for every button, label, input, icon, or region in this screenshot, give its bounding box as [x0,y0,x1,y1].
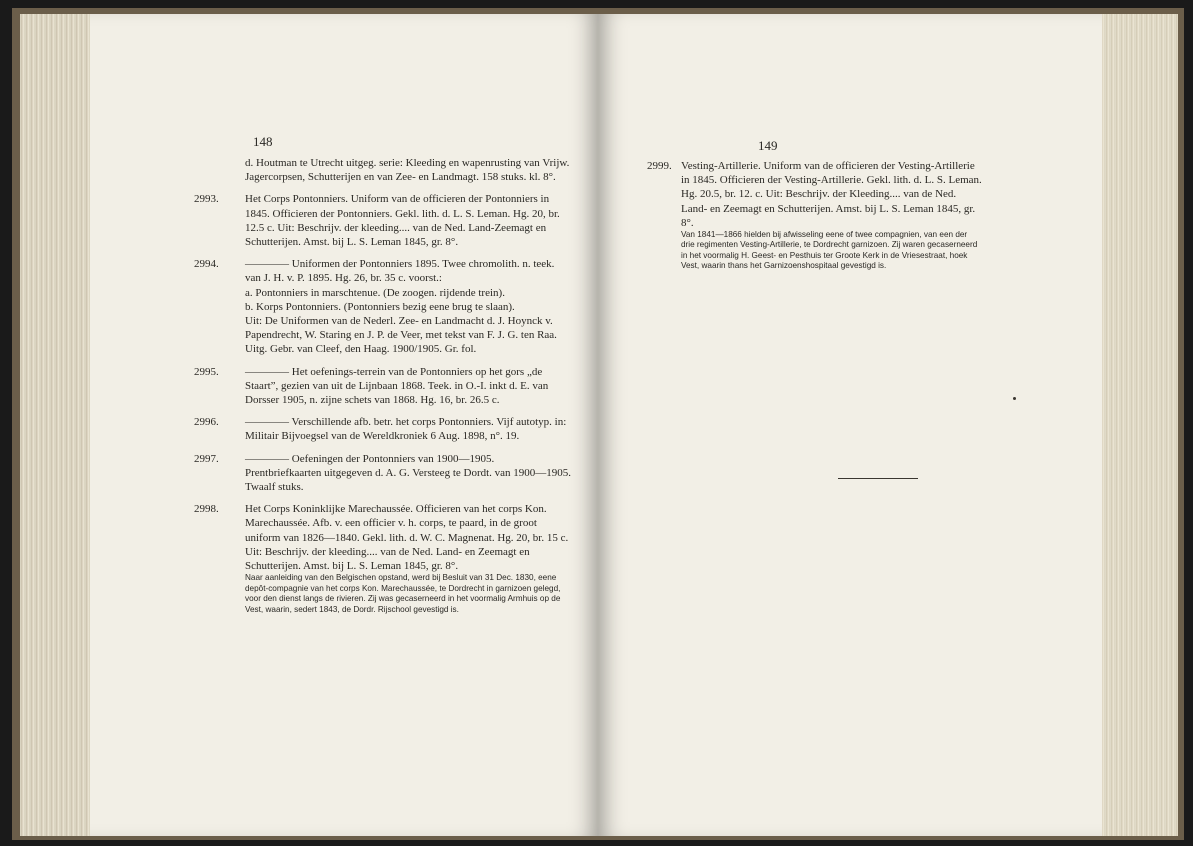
entry-number: 2995. [194,365,219,378]
entry-note: Naar aanleiding van den Belgischen opstand, werd bij Besluit van 31 Dec. 1830, eene depôt-compagnie van het corps Kon. Marechaussée, te Dordrecht in garnizoen gelegd, voor den dienst langs de rivieren. Zij was gecaserneerd in het voormalig Armhuis op de Vest, waarin, sedert 1843, de Dordr. Rijschool gevestigd is. [245,573,561,614]
catalog-entry [194,365,573,408]
entry-text: Vesting-Artillerie. Uniform van de officieren der Vesting-Artillerie in 1845. Officieren der Vesting-Artillerie. Gekl. lith. d. L. S. Leman. Hg. 20.5, br. 12. c. Uit: Beschrijv. der Kleeding.... van de Ned. Land- en Zeemagt en Schutterijen. Amst. bij L. S. Leman 1845, gr. 8°. [681,160,982,229]
entry-text: ———— Oefeningen der Pontonniers van 1900—1905. Prentbriefkaarten uitgegeven d. A. G. Versteeg te Dordt. van 1900—1905. Twaalf stuks. [245,452,572,494]
entry-text: ———— Het oefenings-terrein van de Pontonniers op het gors „de Staart”, gezien van uit de Lijnbaan 1868. Teek. in O.-I. inkt d. E. van Dorsser 1905, n. zijne schets van 1868. Hg. 16, br. 26.5 c. [245,365,549,407]
entry-text: Het Corps Koninklijke Marechaussée. Officieren van het corps Kon. Marechaussée. Afb. v. een officier v. h. corps, te paard, in de groot uniform van 1826—1840. Gekl. lith. d. W. C. Magnenat. Hg. 20, br. 15 c. Uit: Beschrijv. der kleeding.... van de Ned. Land- en Zeemagt en Schutterijen. Amst. bij L. S. Leman 1845, gr. 8°. [245,503,569,573]
page-number-right: 149 [758,138,778,153]
entry-number: 2996. [194,416,219,429]
divider-rule [838,478,918,479]
entry-source: Uit: De Uniformen van de Nederl. Zee- en Landmacht d. J. Hoynck v. Papendrecht, W. Staring en J. P. de Veer, met tekst van F. J. G. ten Raa. Uitg. Gebr. van Cleef, den Haag. 1900/1905. Gr. fol. [245,315,557,356]
continuation-text: d. Houtman te Utrecht uitgeg. serie: Kleeding en wapenrusting van Vrijw. Jagercorpsen, Schutterijen en van Zee- en Landmagt. 158 stuks. kl. 8°. [245,157,570,184]
entry-text: Het Corps Pontonniers. Uniform van de officieren der Pontonniers in 1845. Officieren der Pontonniers. Gekl. lith. d. L. S. Leman. Hg. 20, br. 12.5 c. Uit: Beschrijv. der kleeding.... van de Ned. Land-Zeemagt en Schutterijen. Amst. bij L. S. Leman 1845, gr. 8°. [245,193,560,249]
entry-number: 2998. [194,503,219,516]
right-column [647,159,983,280]
left-column [194,156,573,623]
left-page [90,14,598,836]
entry-number: 2993. [194,193,219,206]
entry-note: Van 1841—1866 hielden bij afwisseling eene of twee compagnien, van een der drie regimenten Vesting-Artillerie, te Dordrecht garnizoen. Zij waren gecaserneerd in het voormalig H. Geest- en Pesthuis ter Groote Kerk in de Vriesestraat, hoek Vest, waarin thans het Garnizoenshospitaal gevestigd is. [681,230,978,271]
right-page [598,14,1102,836]
entry-subitem: b. Korps Pontonniers. (Pontonniers bezig eene brug te slaan). [245,300,515,313]
page-number-left: 148 [253,134,273,149]
entry-text: ———— Verschillende afb. betr. het corps Pontonniers. Vijf autotyp. in: Militair Bijvoegsel van de Wereldkroniek 6 Aug. 1898, n°. 19. [245,416,567,443]
entry-number: 2994. [194,258,219,271]
entry-number: 2999. [647,160,672,172]
catalog-entry [194,452,573,495]
catalog-entry [194,502,573,615]
entry-text: ———— Uniformen der Pontonniers 1895. Twee chromolith. n. teek. van J. H. v. P. 1895. Hg. 26, br. 35 c. voorst.: [245,258,555,285]
speck [1013,397,1016,400]
catalog-entry [194,192,573,249]
entry-number: 2997. [194,452,219,465]
catalog-entry [194,257,573,356]
catalog-entry [647,159,983,272]
page-edges-right [1100,14,1178,836]
entry-subitem: a. Pontonniers in marschtenue. (De zoogen. rijdende trein). [245,286,505,299]
catalog-entry [194,415,573,443]
page-edges-left [20,14,90,836]
